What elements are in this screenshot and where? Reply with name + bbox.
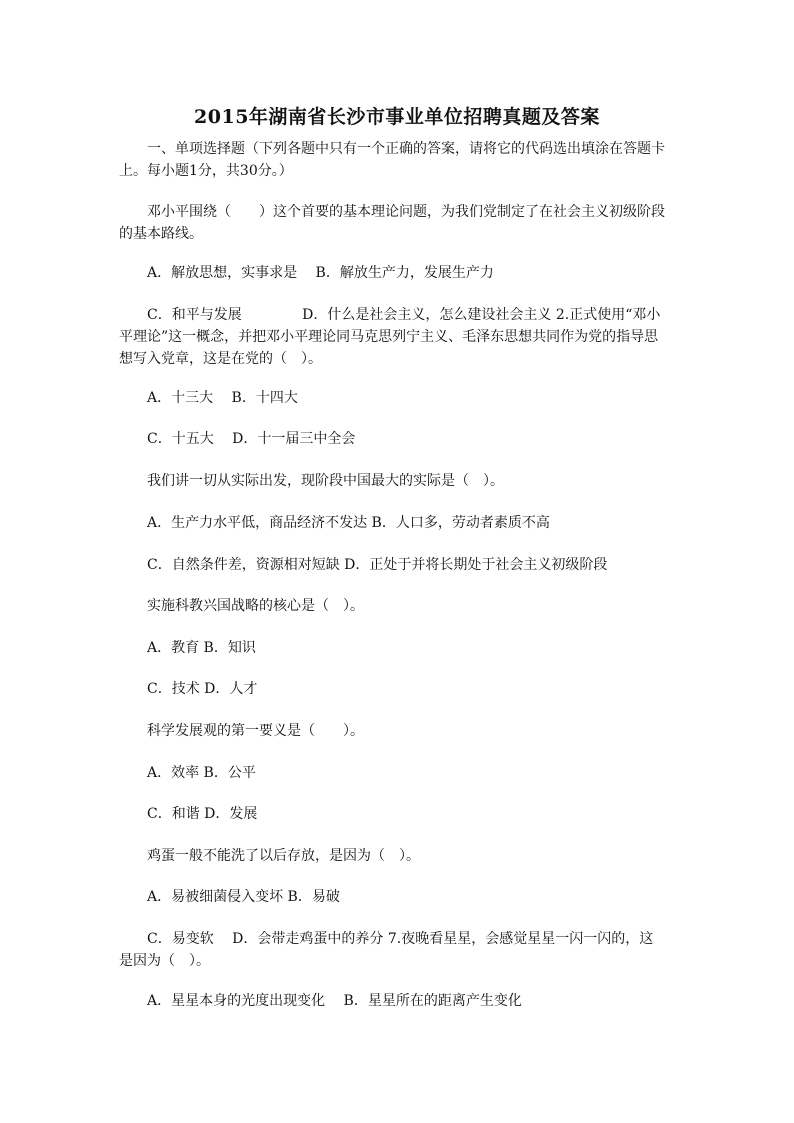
question-1-options-cd-question-2: C．和平与发展 D．什么是社会主义，怎么建设社会主义 2.正式使用“邓小平理论”这一概念，并把邓小平理论同马克思列宁主义、毛泽东思想共同作为党的指导思想写入党章，这是在党的（ ）。 (119, 307, 661, 367)
question-4: 实施科教兴国战略的核心是（ ）。 (147, 598, 364, 614)
question-4-options-cd: C．技术 D．人才 (147, 681, 258, 697)
question-5: 科学发展观的第一要义是（ ）。 (147, 723, 364, 739)
question-2-options-ab: A．十三大 B．十四大 (147, 390, 298, 406)
question-1: 邓小平围绕（ ）这个首要的基本理论问题，为我们党制定了在社会主义初级阶段的基本路线。 (119, 204, 665, 242)
document-title: 2015年湖南省长沙市事业单位招聘真题及答案 (194, 106, 600, 128)
question-1-options-ab: A．解放思想，实事求是 B．解放生产力，发展生产力 (147, 265, 494, 281)
question-4-options-ab: A．教育 B．知识 (147, 640, 256, 656)
question-5-options-cd: C．和谐 D．发展 (147, 806, 258, 822)
section-intro: 一、单项选择题（下列各题中只有一个正确的答案，请将它的代码选出填涂在答题卡上。每小题1分，共30分。） (119, 141, 665, 179)
question-5-options-ab: A．效率 B．公平 (147, 765, 256, 781)
question-6-options-cd-question-7: C．易变软 D．会带走鸡蛋中的养分 7.夜晚看星星，会感觉星星一闪一闪的，这是因为（ ）。 (119, 931, 654, 969)
question-7-options-ab: A．星星本身的光度出现变化 B．星星所在的距离产生变化 (147, 993, 522, 1009)
question-2-options-cd: C．十五大 D．十一届三中全会 (147, 431, 356, 447)
question-3: 我们讲一切从实际出发，现阶段中国最大的实际是（ ）。 (147, 473, 504, 489)
question-3-options-ab: A．生产力水平低，商品经济不发达 B．人口多，劳动者素质不高 (147, 515, 550, 531)
question-3-options-cd: C．自然条件差，资源相对短缺 D．正处于并将长期处于社会主义初级阶段 (147, 557, 608, 573)
question-6-options-ab: A．易被细菌侵入变坏 B．易破 (147, 889, 340, 905)
question-6: 鸡蛋一般不能洗了以后存放，是因为（ ）。 (147, 848, 420, 864)
